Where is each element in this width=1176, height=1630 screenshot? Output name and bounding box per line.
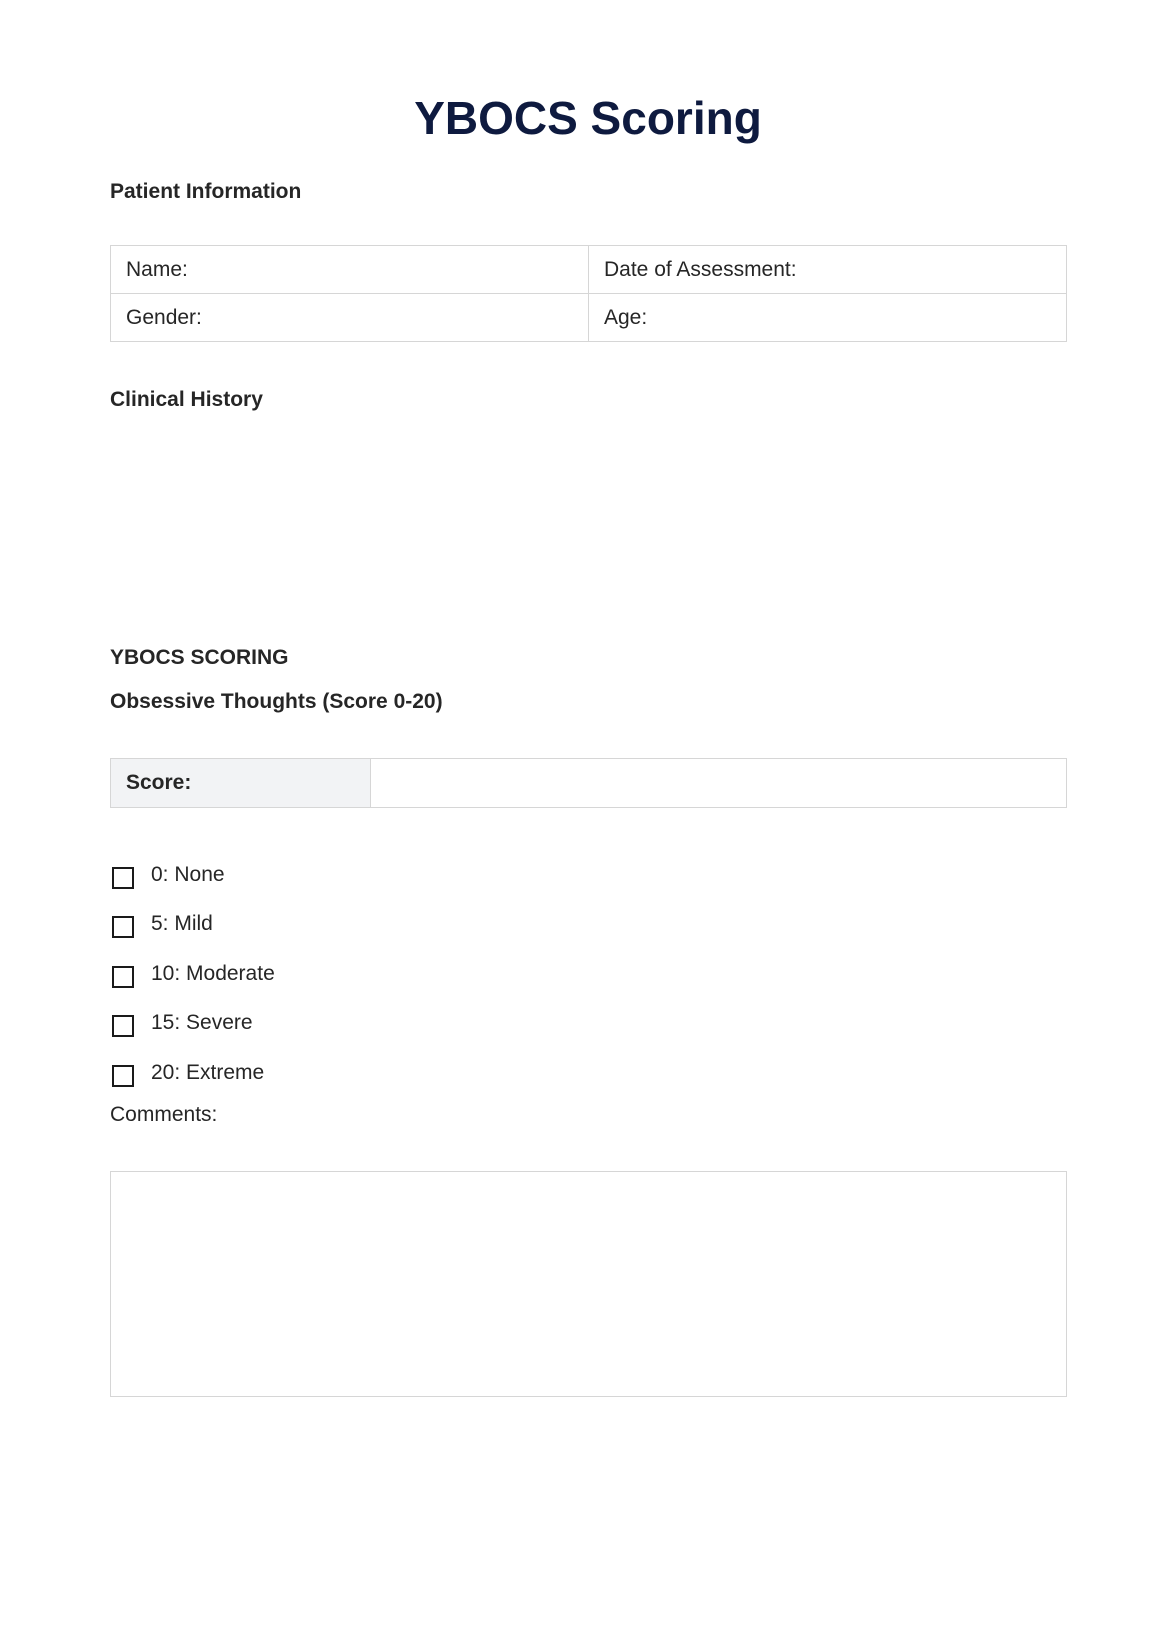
score-option-20[interactable] bbox=[112, 1048, 275, 1098]
name-field[interactable]: Name: bbox=[111, 246, 589, 294]
ybocs-scoring-heading: YBOCS SCORING bbox=[110, 646, 289, 669]
score-option-0[interactable] bbox=[112, 850, 275, 900]
score-option-15[interactable] bbox=[112, 999, 275, 1049]
option-label: 15: Severe bbox=[151, 1011, 253, 1035]
score-input[interactable] bbox=[371, 759, 1067, 808]
checkbox[interactable] bbox=[112, 966, 134, 988]
score-options-list bbox=[112, 850, 275, 1098]
checkbox[interactable] bbox=[112, 1015, 134, 1037]
age-field[interactable]: Age: bbox=[589, 294, 1067, 342]
checkbox[interactable] bbox=[112, 1065, 134, 1087]
option-label: 20: Extreme bbox=[151, 1060, 265, 1084]
option-label: 5: Mild bbox=[151, 912, 213, 936]
clinical-history-heading: Clinical History bbox=[110, 388, 263, 411]
option-label: 10: Moderate bbox=[151, 961, 275, 985]
gender-field[interactable]: Gender: bbox=[111, 294, 589, 342]
comments-box[interactable] bbox=[110, 1171, 1067, 1397]
score-option-10[interactable] bbox=[112, 949, 275, 999]
score-table bbox=[110, 758, 1067, 808]
table-row bbox=[111, 759, 1067, 808]
table-row bbox=[111, 246, 1067, 294]
patient-info-table bbox=[110, 245, 1067, 342]
checkbox[interactable] bbox=[112, 867, 134, 889]
comments-label: Comments: bbox=[110, 1103, 218, 1126]
score-option-5[interactable] bbox=[112, 900, 275, 950]
obsessive-thoughts-heading: Obsessive Thoughts (Score 0-20) bbox=[110, 690, 443, 713]
date-of-assessment-field[interactable]: Date of Assessment: bbox=[589, 246, 1067, 294]
option-label: 0: None bbox=[151, 862, 225, 886]
score-label: Score: bbox=[111, 759, 371, 808]
checkbox[interactable] bbox=[112, 916, 134, 938]
page-title: YBOCS Scoring bbox=[414, 92, 762, 144]
patient-information-heading: Patient Information bbox=[110, 180, 302, 203]
table-row bbox=[111, 294, 1067, 342]
